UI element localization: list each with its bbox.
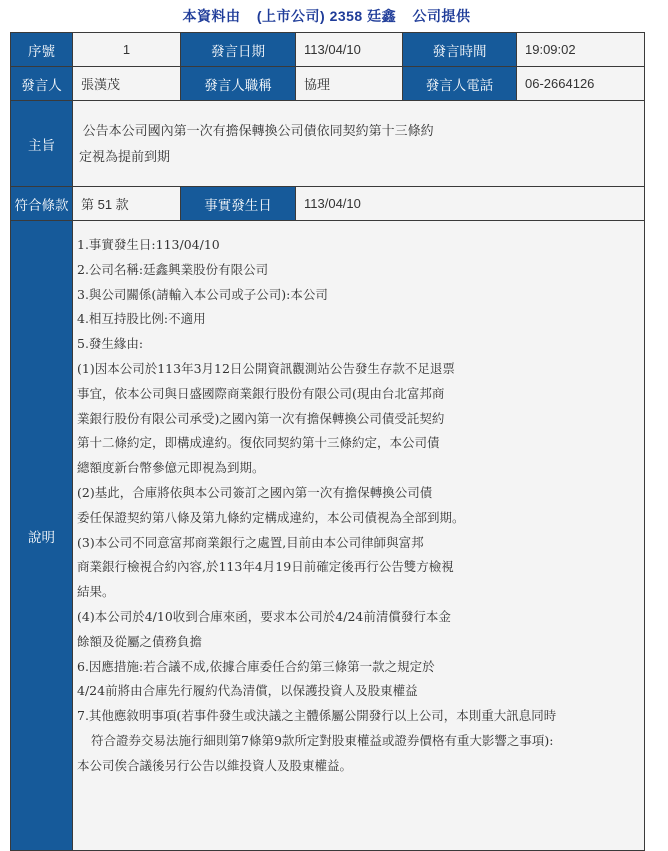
description-line: 餘額及從屬之債務負擔 xyxy=(77,633,203,649)
description-line: 第十二條約定，即構成違約。復依同契約第十三條約定，本公司債 xyxy=(77,435,440,451)
speaker-title-value: 協理 xyxy=(296,67,403,101)
title-suffix: 公司提供 xyxy=(412,8,471,24)
market-type: (上市公司) xyxy=(256,8,326,24)
description-line: 1.事實發生日:113/04/10 xyxy=(77,237,220,252)
description-line: 7.其他應敘明事項(若事件發生或決議之主體係屬公開發行以上公司，本則重大訊息同時 xyxy=(77,708,557,724)
description-line: (1)因本公司於113年3月12日公開資訊觀測站公告發生存款不足退票 xyxy=(77,360,455,376)
stock-code: 2358 xyxy=(329,8,363,24)
description-label: 說明 xyxy=(11,221,73,851)
subject-label: 主旨 xyxy=(11,101,73,187)
description-line: 3.與公司關係(請輸入本公司或子公司):本公司 xyxy=(77,286,328,302)
subject-line-1: 公告本公司國內第一次有擔保轉換公司債依同契約第十三條約 xyxy=(79,122,434,138)
page-title xyxy=(0,6,653,26)
seq-label: 序號 xyxy=(11,33,73,67)
description-line: (3)本公司不同意富邦商業銀行之處置,目前由本公司律師與富邦 xyxy=(77,534,424,550)
table-row-subject xyxy=(11,101,645,187)
title-prefix: 本資料由 xyxy=(182,8,241,24)
description-line: 4.相互持股比例:不適用 xyxy=(77,311,206,327)
table-row-description xyxy=(11,221,645,851)
table-row-speaker xyxy=(11,67,645,101)
announce-time-label: 發言時間 xyxy=(403,33,517,67)
description-body xyxy=(73,221,645,851)
speaker-label: 發言人 xyxy=(11,67,73,101)
speaker-title-label: 發言人職稱 xyxy=(181,67,296,101)
description-line: 委任保證契約第八條及第九條約定構成違約，本公司債視為全部到期。 xyxy=(77,509,465,525)
clause-value: 第 51 款 xyxy=(73,187,181,221)
table-row-seq xyxy=(11,33,645,67)
description-line: 符合證券交易法施行細則第7條第9款所定對股東權益或證券價格有重大影響之事項): xyxy=(91,732,554,748)
speaker-phone-label: 發言人電話 xyxy=(403,67,517,101)
description-line: (2)基此，合庫將依與本公司簽訂之國內第一次有擔保轉換公司債 xyxy=(77,484,433,500)
description-line: 本公司俟合議後另行公告以維投資人及股東權益。 xyxy=(77,757,353,773)
table-row-clause xyxy=(11,187,645,221)
event-date-value: 113/04/10 xyxy=(296,187,645,221)
event-date-label: 事實發生日 xyxy=(181,187,296,221)
subject-value xyxy=(73,101,645,187)
description-line: (4)本公司於4/10收到合庫來函，要求本公司於4/24前清償發行本金 xyxy=(77,608,451,624)
description-line: 5.發生緣由: xyxy=(77,336,144,352)
clause-label: 符合條款 xyxy=(11,187,73,221)
subject-line-2: 定視為提前到期 xyxy=(79,148,171,164)
speaker-value: 張漢茂 xyxy=(73,67,181,101)
speaker-phone-value: 06-2664126 xyxy=(517,67,645,101)
description-line: 商業銀行檢視合約內容,於113年4月19日前確定後再行公告雙方檢視 xyxy=(77,559,454,575)
description-line: 事宜，依本公司與日盛國際商業銀行股份有限公司(現由台北富邦商 xyxy=(77,385,445,401)
description-line: 總額度新台幣參億元即視為到期。 xyxy=(77,460,265,476)
announcement-table xyxy=(10,32,645,851)
announce-time-value: 19:09:02 xyxy=(517,33,645,67)
description-line: 4/24前將由合庫先行履約代為清償，以保護投資人及股東權益 xyxy=(77,683,418,699)
seq-value: 1 xyxy=(73,33,181,67)
company-short-name: 廷鑫 xyxy=(367,8,397,24)
description-line: 業銀行股份有限公司承受)之國內第一次有擔保轉換公司債受託契約 xyxy=(77,410,445,426)
announce-date-label: 發言日期 xyxy=(181,33,296,67)
description-line: 2.公司名稱:廷鑫興業股份有限公司 xyxy=(77,261,269,277)
announce-date-value: 113/04/10 xyxy=(296,33,403,67)
description-line: 結果。 xyxy=(77,584,115,600)
description-line: 6.因應措施:若合議不成,依據合庫委任合約第三條第一款之規定於 xyxy=(77,658,435,674)
